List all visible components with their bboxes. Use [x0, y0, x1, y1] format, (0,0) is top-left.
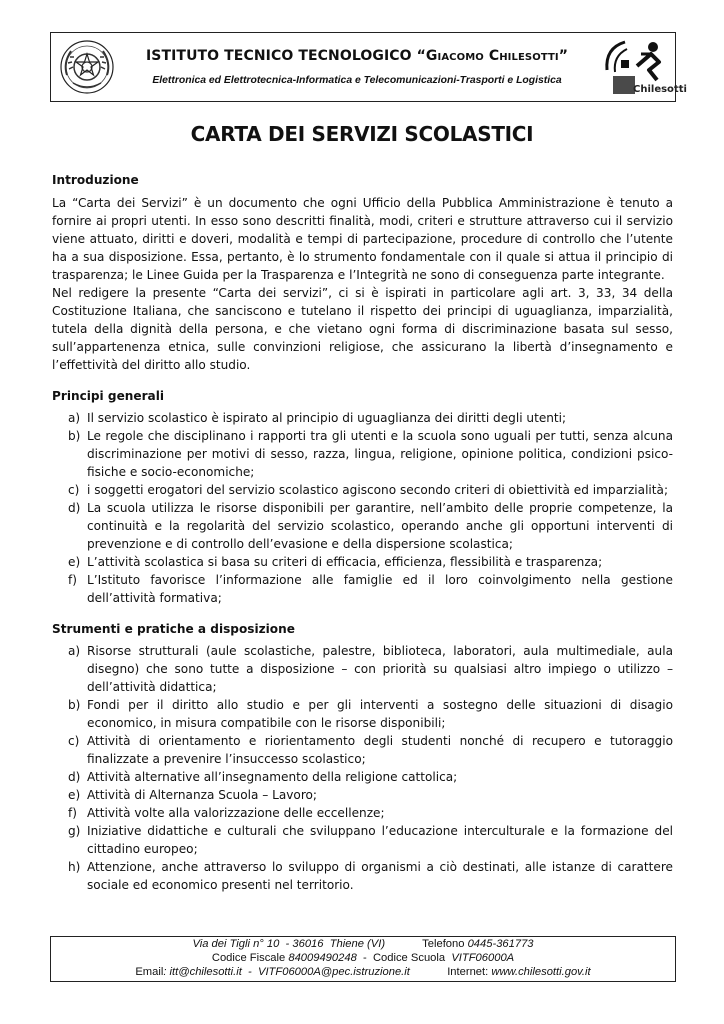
italian-republic-emblem-icon — [59, 39, 115, 95]
footer-address-row: Via dei Tigli n° 10 - 36016 Thiene (VI) Telefono 0445-361773 — [192, 938, 534, 950]
footer-school-code: VITF06000A — [451, 952, 515, 964]
list-item: d) La scuola utilizza le risorse disponibili per garantire, nell’ambito delle proprie competenze, la continuità e la regolarità del servizio scolastico, operando anche gli opportuni interventi di prevenzione e di controllo dell’evasione e della dispersione scolastica; — [68, 501, 673, 551]
footer-email-row: Email: itt@chilesotti.it - VITF06000A@pec.istruzione.it Internet: www.chilesotti.gov.it — [135, 966, 591, 978]
footer-phone: 0445-361773 — [467, 938, 534, 950]
document-body — [52, 171, 673, 894]
footer-contacts — [50, 936, 676, 982]
footer-website-link[interactable]: www.chilesotti.gov.it — [491, 966, 591, 978]
list-item: e) Attività di Alternanza Scuola – Lavoro; — [68, 788, 317, 802]
footer-address: Via dei Tigli n° 10 - 36016 Thiene (VI) — [192, 938, 386, 950]
school-name: ISTITUTO TECNICO TECNOLOGICO “Giacomo Chilesotti” — [145, 48, 569, 64]
footer-tax-code: 84009490248 — [288, 952, 357, 964]
svg-text:Chilesotti: Chilesotti — [633, 84, 687, 95]
intro-paragraph-2: Nel redigere la presente “Carta dei servizi”, ci si è ispirati in particolare agli art. 3, 33, 34 della Costituzione Italiana, che sanciscono e tutelano il rispetto dei principi di uguaglianza, imparzialità, tutela della dignità della persona, e che vietano ogni forma di discriminazione basata sul sesso, sull’appartenenza etnica, sulle convinzioni religiose, che assicurano la libertà d’insegnamento e l’effettività del diritto allo studio. — [52, 286, 673, 372]
chilesotti-logo-icon — [601, 36, 687, 98]
list-item: c) Attività di orientamento e riorientamento degli studenti nonché di recupero e tutoraggio finalizzate a prevenire l’insuccesso scolastico; — [68, 734, 673, 766]
letterhead — [50, 32, 687, 102]
document-title: CARTA DEI SERVIZI SCOLASTICI — [190, 122, 534, 146]
tools-list — [52, 642, 673, 894]
list-item: b) Fondi per il diritto allo studio e per gli interventi a sostegno delle situazioni di disagio economico, in misura compatibile con le risorse disponibili; — [68, 698, 673, 730]
heading-tools: Strumenti e pratiche a disposizione — [52, 622, 295, 636]
list-item: f) L’Istituto favorisce l’informazione alle famiglie ed il loro coinvolgimento nella gestione dell’attività formativa; — [68, 573, 673, 605]
list-item: h) Attenzione, anche attraverso lo sviluppo di organismi a ciò destinati, alle istanze di carattere sociale ed economico presenti nel territorio. — [68, 860, 673, 892]
list-item: a) Risorse strutturali (aule scolastiche, palestre, biblioteca, laboratori, aula multimediale, aula disegno) che sono tutte a disposizione – con priorità su qualsiasi altro impiego o utilizzo – dell’attività didattica; — [68, 644, 673, 694]
list-item: a) Il servizio scolastico è ispirato al principio di uguaglianza dei diritti degli utenti; — [68, 411, 567, 425]
school-subtitle: Elettronica ed Elettrotecnica-Informatica e Telecomunicazioni-Trasporti e Logistica — [152, 75, 562, 86]
footer-codes-row: Codice Fiscale 84009490248 - Codice Scuola VITF06000A — [211, 952, 515, 964]
principles-list — [52, 409, 673, 607]
list-item: d) Attività alternative all’insegnamento della religione cattolica; — [68, 770, 458, 784]
school-name-first: Giacomo — [425, 48, 484, 64]
footer-email[interactable]: : itt@chilesotti.it - VITF06000A@pec.istruzione.it — [163, 966, 410, 978]
list-item: e) L’attività scolastica si basa su criteri di efficacia, efficienza, flessibilità e trasparenza; — [68, 555, 603, 569]
list-item: g) Iniziative didattiche e culturali che sviluppano l’educazione interculturale e la formazione del cittadino europeo; — [68, 824, 673, 856]
heading-principles: Principi generali — [52, 389, 164, 403]
school-name-last: Chilesotti — [488, 48, 559, 64]
list-item: b) Le regole che disciplinano i rapporti tra gli utenti e la scuola sono uguali per tutti, senza alcuna discriminazione per motivi di sesso, razza, lingua, religione, opinione politica, condizioni psico-fisiche e socio-economiche; — [68, 429, 673, 479]
list-item: f) Attività volte alla valorizzazione delle eccellenze; — [68, 806, 385, 820]
list-item: c) i soggetti erogatori del servizio scolastico agiscono secondo criteri di obiettività ed imparzialità; — [68, 483, 669, 497]
heading-introduction: Introduzione — [52, 173, 139, 187]
intro-paragraph-1: La “Carta dei Servizi” è un documento che ogni Ufficio della Pubblica Amministrazione è tenuto a fornire ai propri utenti. In esso sono descritti finalità, modi, criteri e strutture attraverso cui il servizio viene attuato, diritti e doveri, modalità e tempi di partecipazione, procedure di controllo che l’utente ha a sua disposizione. Essa, pertanto, è lo strumento fondamentale con il quale si attua il principio di trasparenza; le Linee Guida per la Trasparenza e l’Integrità ne sono di conseguenza parte integrante. — [52, 196, 673, 282]
